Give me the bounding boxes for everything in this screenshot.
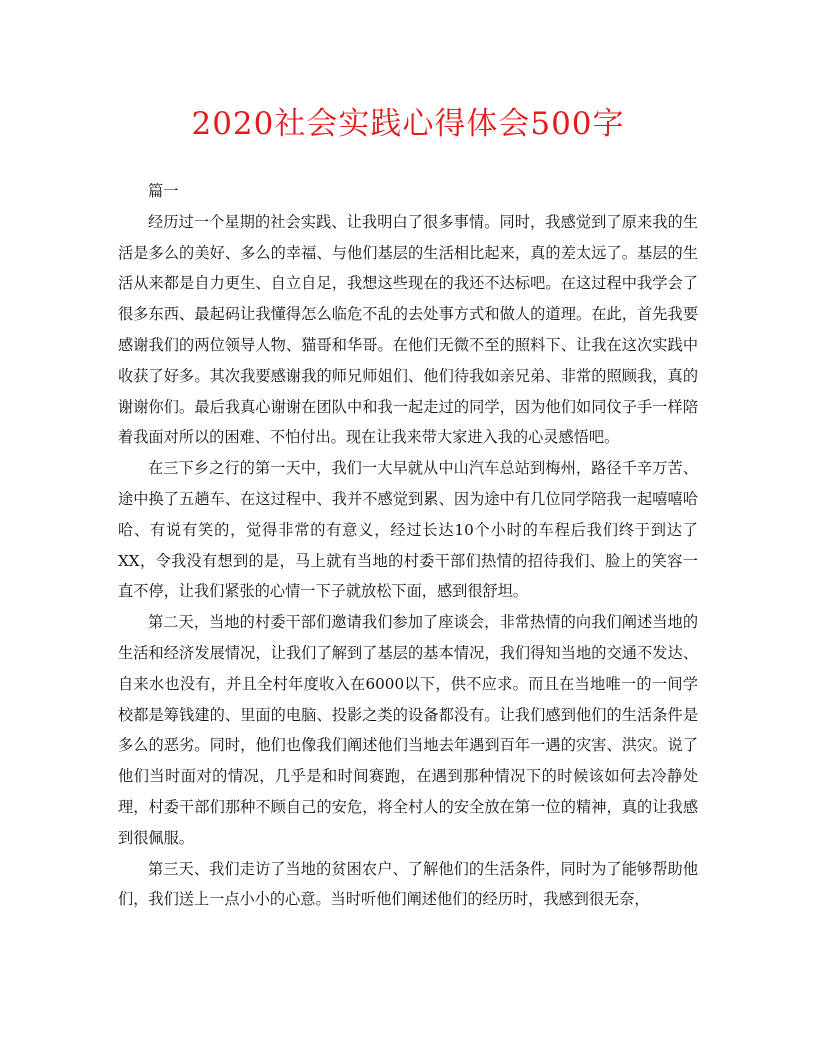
paragraph-1: 经历过一个星期的社会实践、让我明白了很多事情。同时，我感觉到了原来我的生活是多么的美好、多么的幸福、与他们基层的生活相比起来，真的差太远了。基层的生活从来都是自力更生、自立自足，我想这些现在的我还不达标吧。在这过程中我学会了很多东西、最起码让我懂得怎么临危不乱的去处事方式和做人的道理。在此，首先我要感谢我们的两位领导人物、猫哥和华哥。在他们无微不至的照料下、让我在这次实践中收获了好多。其次我要感谢我的师兄师姐们、他们待我如亲兄弟、非常的照顾我，真的谢谢你们。最后我真心谢谢在团队中和我一起走过的同学，因为他们如同伩子手一样陪着我面对所以的困难、不怕付出。现在让我来带大家进入我的心灵感悟吧。 <box>118 212 698 447</box>
section-label: 篇一 <box>148 182 179 200</box>
document-title: 2020社会实践心得体会500字 <box>191 106 625 142</box>
paragraph-4: 第三天、我们走访了当地的贫困农户、了解他们的生活条件，同时为了能够帮助他们，我们送上一点小小的心意。当时听他们阐述他们的经历时，我感到很无奈， <box>118 859 698 909</box>
paragraph-3: 第二天，当地的村委干部们邀请我们参加了座谈会，非常热情的向我们阐述当地的生活和经济发展情况，让我们了解到了基层的基本情况，我们得知当地的交通不发达、自来水也没有，并且全村年度收入在6000以下，供不应求。而且在当地唯一的一间学校都是筹钱建的、里面的电脑、投影之类的设备都没有。让我们感到他们的生活条件是多么的恶劣。同时，他们也像我们阐述他们当地去年遇到百年一遇的灾害、洪灾。说了他们当时面对的情况，几乎是和时间赛跑，在遇到那种情况下的时候该如何去冷静处理，村委干部们那种不顾自己的安危，将全村人的安全放在第一位的精神，真的让我感到很佩服。 <box>118 613 698 847</box>
document-body <box>118 176 698 915</box>
paragraph-2: 在三下乡之行的第一天中，我们一大早就从中山汽车总站到梅州，路径千辛万苦、途中换了五趟车、在这过程中、我并不感觉到累、因为途中有几位同学陪我一起嘻嘻哈哈、有说有笑的，觉得非常的有意义，经过长达10个小时的车程后我们终于到达了XX，令我没有想到的是，马上就有当地的村委干部们热情的招待我们、脸上的笑容一直不停，让我们紧张的心情一下子就放松下面，感到很舒坦。 <box>118 459 698 601</box>
